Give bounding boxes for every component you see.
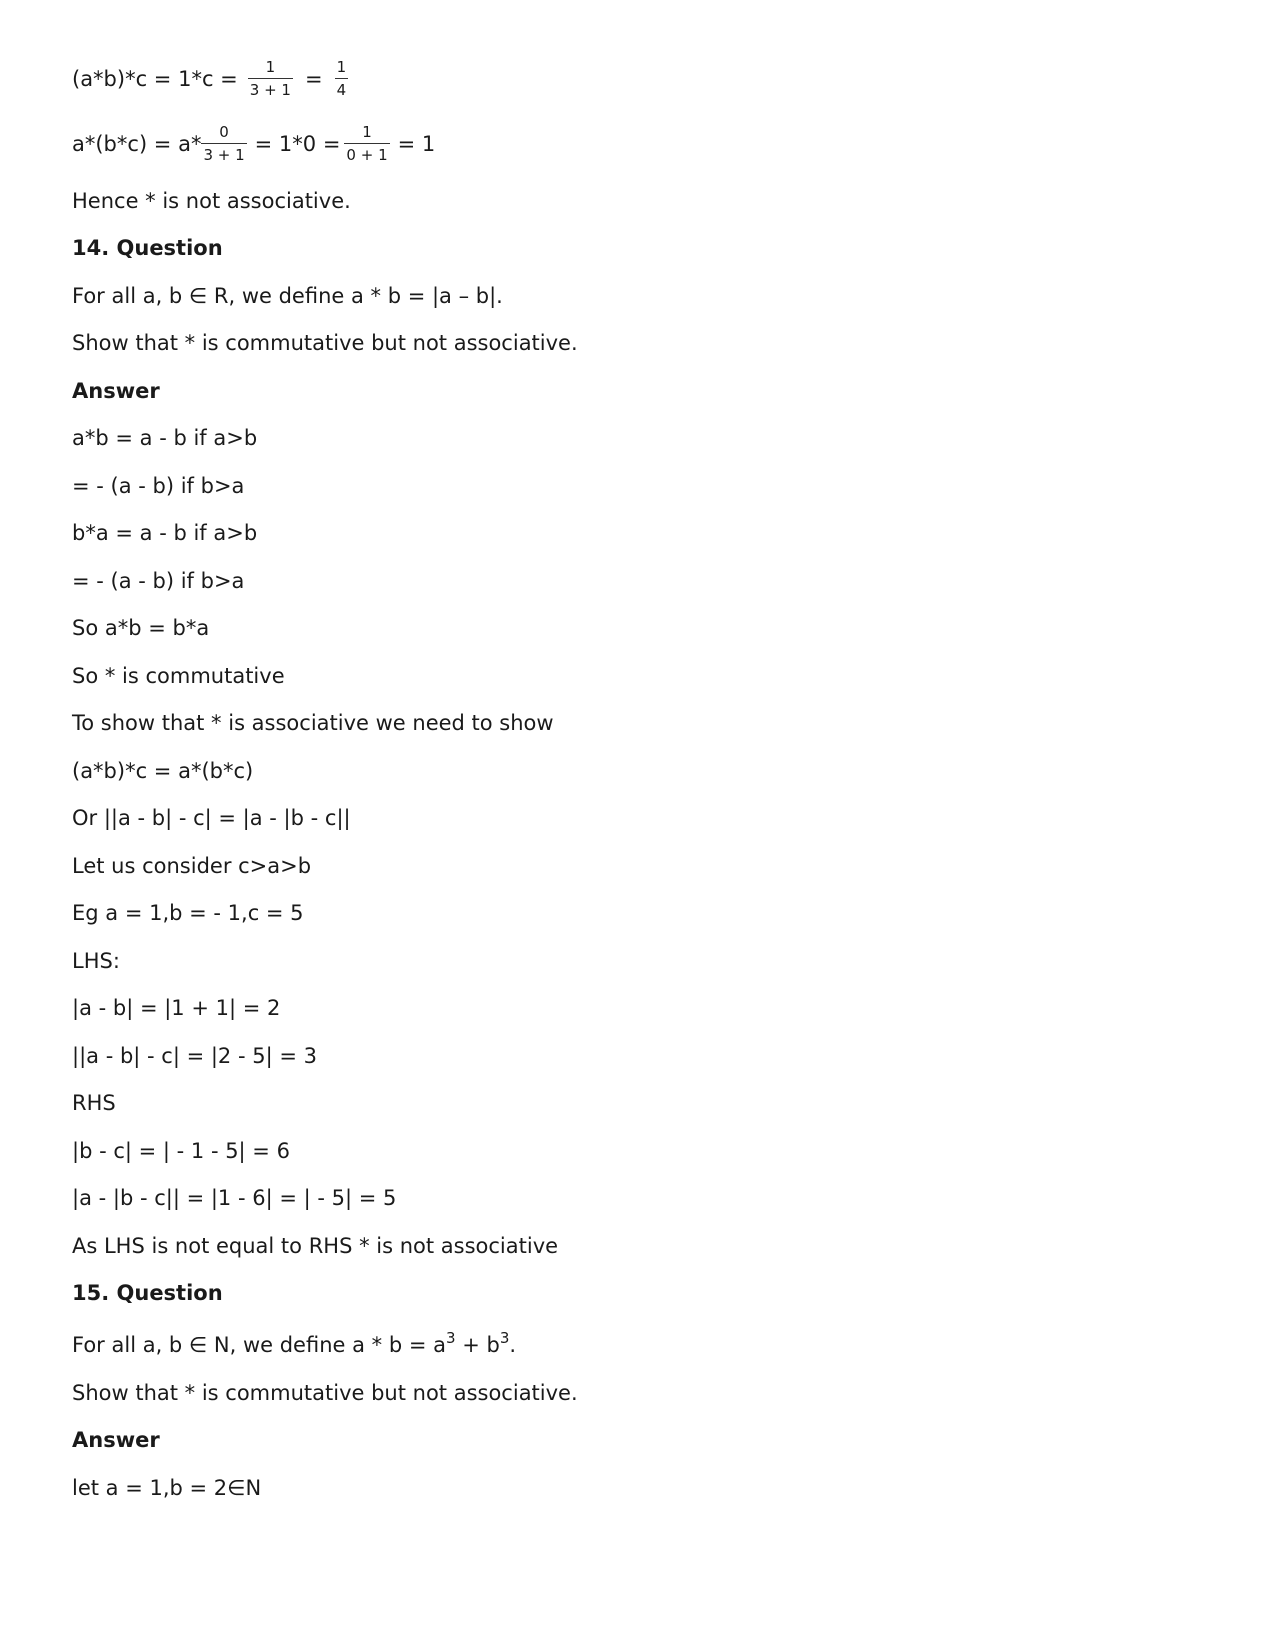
fraction-numerator: 0: [219, 123, 229, 141]
equation-text: a*(b*c) = a*: [72, 131, 202, 156]
answer-line: |a - b| = |1 + 1| = 2: [72, 996, 281, 1020]
equation-text: (a*b)*c = 1*c =: [72, 66, 238, 91]
question-statement: Show that * is commutative but not associative.: [72, 1381, 578, 1405]
question-statement: Show that * is commutative but not associative.: [72, 331, 578, 355]
statement-text: For all a, b ∈ N, we define a * b = a: [72, 1333, 446, 1357]
answer-line: a*b = a - b if a>b: [72, 426, 258, 450]
fraction: [335, 58, 349, 99]
answer-line: So * is commutative: [72, 664, 285, 688]
answer-line: So a*b = b*a: [72, 616, 210, 640]
fraction-numerator: 1: [336, 58, 347, 76]
answer-line: = - (a - b) if b>a: [72, 569, 245, 593]
exponent: 3: [499, 1329, 510, 1347]
answer-line: LHS:: [72, 949, 120, 973]
answer-line: ||a - b| - c| = |2 - 5| = 3: [72, 1044, 317, 1068]
answer-heading: Answer: [72, 1428, 160, 1452]
conclusion-text: Hence * is not associative.: [72, 189, 351, 213]
answer-line: Let us consider c>a>b: [72, 854, 312, 878]
fraction-bar: [248, 78, 293, 79]
equals-sign: =: [304, 66, 323, 91]
answer-line: |a - |b - c|| = |1 - 6| = | - 5| = 5: [72, 1186, 397, 1210]
fraction-denominator: 4: [336, 81, 347, 99]
answer-line: |b - c| = | - 1 - 5| = 6: [72, 1139, 290, 1163]
question-statement: [72, 1329, 517, 1358]
answer-line: Or ||a - b| - c| = |a - |b - c||: [72, 806, 351, 830]
fraction-denominator: 0 + 1: [346, 146, 388, 164]
fraction-denominator: 3 + 1: [249, 81, 291, 99]
fraction-bar: [344, 143, 389, 144]
fraction: [344, 123, 389, 164]
statement-text: .: [509, 1333, 517, 1357]
fraction-denominator: 3 + 1: [203, 146, 245, 164]
equation-text: = 1*0 =: [254, 131, 341, 156]
fraction-numerator: 1: [265, 58, 276, 76]
question-heading: 14. Question: [72, 236, 223, 260]
answer-line: = - (a - b) if b>a: [72, 474, 245, 498]
answer-line: b*a = a - b if a>b: [72, 521, 258, 545]
answer-line: As LHS is not equal to RHS * is not associative: [72, 1234, 559, 1258]
equation-assoc-rhs: [72, 123, 435, 164]
fraction-bar: [335, 78, 349, 79]
answer-line: To show that * is associative we need to show: [72, 711, 554, 735]
answer-line: Eg a = 1,b = - 1,c = 5: [72, 901, 304, 925]
statement-text: + b: [455, 1333, 500, 1357]
answer-line: RHS: [72, 1091, 116, 1115]
fraction: [201, 123, 246, 164]
exponent: 3: [445, 1329, 456, 1347]
fraction-bar: [201, 143, 246, 144]
fraction: [248, 58, 293, 99]
question-statement: For all a, b ∈ R, we define a * b = |a – b|.: [72, 284, 503, 308]
question-heading: 15. Question: [72, 1281, 223, 1305]
equation-text: = 1: [397, 131, 436, 156]
answer-line: (a*b)*c = a*(b*c): [72, 759, 254, 783]
fraction-numerator: 1: [362, 123, 372, 141]
answer-line: let a = 1,b = 2∈N: [72, 1476, 262, 1500]
answer-heading: Answer: [72, 379, 160, 403]
equation-assoc-lhs: [72, 58, 352, 99]
